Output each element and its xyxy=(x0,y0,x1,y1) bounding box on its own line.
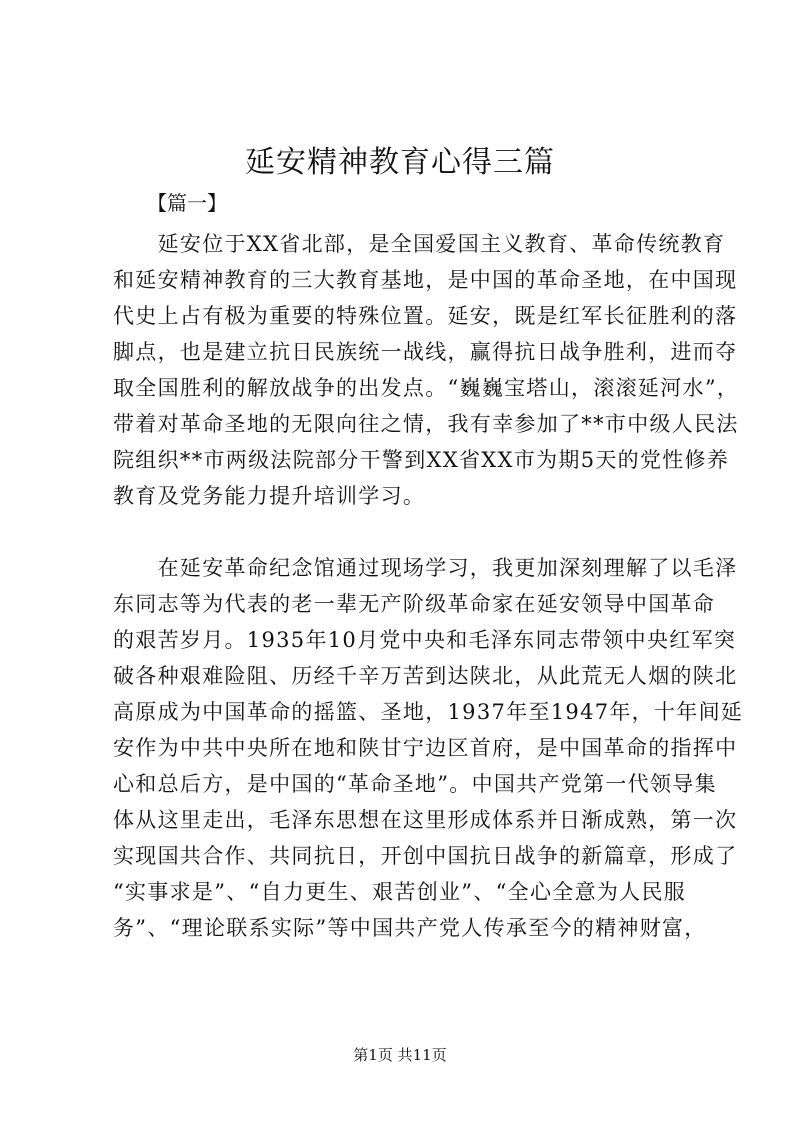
paragraph-line: 教育及党务能力提升培训学习。 xyxy=(113,484,426,508)
paragraph-line: 的艰苦岁月。1935年10月党中央和毛泽东同志带领中央红军突 xyxy=(113,628,737,652)
paragraph-line: 和延安精神教育的三大教育基地，是中国的革命圣地，在中国现 xyxy=(113,268,738,292)
paragraph-line: 务”、“理论联系实际”等中国共产党人传承至今的精神财富， xyxy=(113,916,707,940)
paragraph-line: 延安位于XX省北部，是全国爱国主义教育、革命传统教育 xyxy=(113,232,726,256)
section-label: 【篇一】 xyxy=(147,191,227,215)
paragraph-line: “实事求是”、“自力更生、艰苦创业”、“全心全意为人民服 xyxy=(113,880,687,904)
paragraph-line: 心和总后方，是中国的“革命圣地”。中国共产党第一代领导集 xyxy=(113,772,717,796)
paragraph-2 xyxy=(113,550,744,946)
paragraph-line: 代史上占有极为重要的特殊位置。延安，既是红军长征胜利的落 xyxy=(113,304,738,328)
page-footer: 第1页 共11页 xyxy=(353,1046,447,1064)
paragraph-line: 东同志等为代表的老一辈无产阶级革命家在延安领导中国革命 xyxy=(113,592,716,616)
paragraph-line: 取全国胜利的解放战争的出发点。“巍巍宝塔山，滚滚延河水”， xyxy=(113,376,740,400)
paragraph-line: 带着对革命圣地的无限向往之情，我有幸参加了**市中级人民法 xyxy=(113,412,739,436)
document-title: 延安精神教育心得三篇 xyxy=(245,145,555,180)
paragraph-line: 院组织**市两级法院部分干警到XX省XX市为期5天的党性修养 xyxy=(113,448,730,472)
paragraph-line: 体从这里走出，毛泽东思想在这里形成体系并日渐成熟，第一次 xyxy=(113,808,738,832)
paragraph-line: 破各种艰难险阻、历经千辛万苦到达陕北，从此荒无人烟的陕北 xyxy=(113,664,738,688)
paragraph-line: 高原成为中国革命的摇篮、圣地，1937年至1947年，十年间延 xyxy=(113,700,744,724)
paragraph-line: 安作为中共中央所在地和陕甘宁边区首府，是中国革命的指挥中 xyxy=(113,736,738,760)
paragraph-line: 在延安革命纪念馆通过现场学习，我更加深刻理解了以毛泽 xyxy=(113,556,738,580)
paragraph-line: 脚点，也是建立抗日民族统一战线，赢得抗日战争胜利，进而夺 xyxy=(113,340,738,364)
paragraph-line: 实现国共合作、共同抗日，开创中国抗日战争的新篇章，形成了 xyxy=(113,844,738,868)
paragraph-1 xyxy=(113,226,740,514)
